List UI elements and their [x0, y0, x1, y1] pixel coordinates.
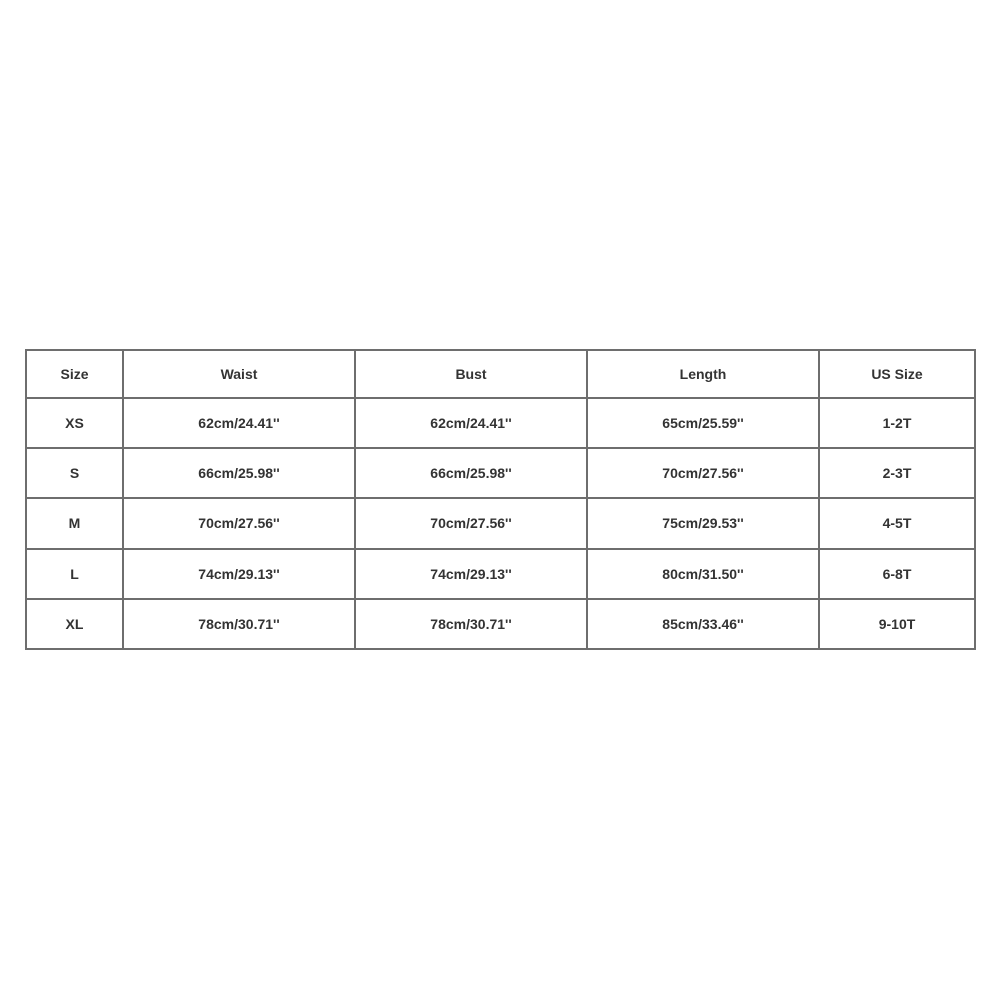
cell-length: 75cm/29.53''	[587, 498, 819, 548]
table-row	[26, 498, 975, 548]
cell-length: 70cm/27.56''	[587, 448, 819, 498]
cell-waist: 62cm/24.41''	[123, 398, 355, 448]
table-row	[26, 549, 975, 599]
cell-size: XS	[26, 398, 123, 448]
cell-bust: 70cm/27.56''	[355, 498, 587, 548]
cell-length: 65cm/25.59''	[587, 398, 819, 448]
cell-us-size: 1-2T	[819, 398, 975, 448]
header-bust: Bust	[355, 350, 587, 398]
table-row	[26, 398, 975, 448]
cell-size: S	[26, 448, 123, 498]
cell-length: 85cm/33.46''	[587, 599, 819, 649]
cell-bust: 78cm/30.71''	[355, 599, 587, 649]
header-row	[26, 350, 975, 398]
cell-waist: 74cm/29.13''	[123, 549, 355, 599]
table-row	[26, 599, 975, 649]
cell-us-size: 4-5T	[819, 498, 975, 548]
table-row	[26, 448, 975, 498]
table-header	[26, 350, 975, 398]
table-body	[26, 398, 975, 649]
cell-size: M	[26, 498, 123, 548]
cell-bust: 62cm/24.41''	[355, 398, 587, 448]
cell-us-size: 9-10T	[819, 599, 975, 649]
cell-waist: 70cm/27.56''	[123, 498, 355, 548]
cell-waist: 66cm/25.98''	[123, 448, 355, 498]
cell-bust: 66cm/25.98''	[355, 448, 587, 498]
cell-waist: 78cm/30.71''	[123, 599, 355, 649]
header-size: Size	[26, 350, 123, 398]
cell-bust: 74cm/29.13''	[355, 549, 587, 599]
header-length: Length	[587, 350, 819, 398]
size-chart-table	[25, 349, 976, 650]
header-waist: Waist	[123, 350, 355, 398]
cell-size: L	[26, 549, 123, 599]
cell-us-size: 2-3T	[819, 448, 975, 498]
header-us-size: US Size	[819, 350, 975, 398]
cell-size: XL	[26, 599, 123, 649]
cell-us-size: 6-8T	[819, 549, 975, 599]
cell-length: 80cm/31.50''	[587, 549, 819, 599]
